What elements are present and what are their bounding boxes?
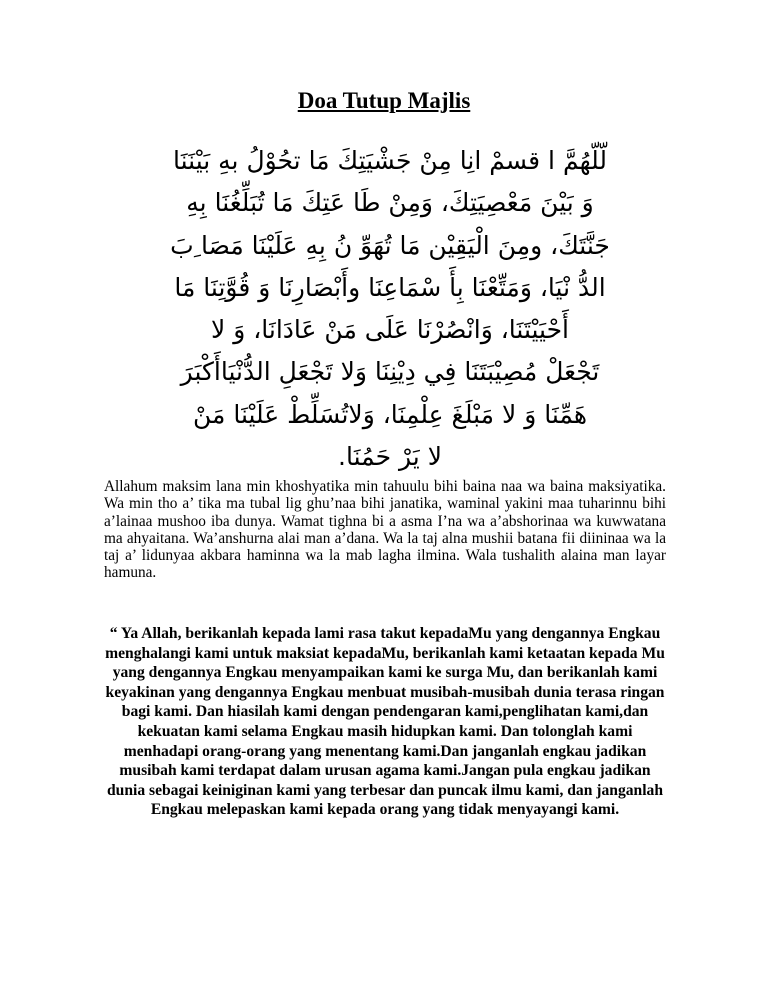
document-title: Doa Tutup Majlis: [297, 88, 471, 113]
arabic-line: الدُّ نْيَا، وَمَتِّعْنَا بِأَ سْمَاعِنَا وأَبْصَارِنَا وَ قُوَّتِنَا مَا: [174, 272, 606, 302]
arabic-line: هَمِّنَا وَ لا مَبْلَغَ عِلْمِنَا، وَلاتُسَلِّطْ عَلَيْنَا مَنْ: [192, 399, 588, 429]
arabic-line: تَجْعَلْ مُصِيْبَتَنَا فِي دِيْنِنَا وَلا تَجْعَلِ الدُّنْيَاأَكْبَرَ: [180, 357, 600, 387]
translation-paragraph: “ Ya Allah, berikanlah kepada lami rasa takut kepadaMu yang dengannya Engkau menghalangi kami untuk maksiat kepadaMu, berikanlah kami ketaatan kepada Mu yang dengannya Engkau menyampaikan kami ke surga Mu, dan berikanlah kami keyakinan yang dengannya Engkau menbuat musibah-musibah dunia terasa ringan bagi kami. Dan hiasilah kami dengan pendengaran kami,penglihatan kami,dan kekuatan kami selama Engkau masih hidupkan kami. Dan tolonglah kami menhadapi orang-orang yang menentang kami.Dan janganlah engkau jadikan musibah kami terdapat dalam urusan agama kami.Jangan pula engkau jadikan dunia sebagai keiniginan kami yang terbesar dan puncak ilmu kami, dan janganlah Engkau melepaskan kami kepada orang yang tidak menyayangi kami.: [105, 625, 665, 819]
arabic-line: جَنَّتَكَ، ومِنَ الْيَقِيْن مَا تُهَوِّ نُ بِهِ عَلَيْنَا مَصَا ِبَ: [170, 230, 610, 260]
arabic-line: لّلّهُمَّ ا قسمْ انِا مِنْ جَشْيَتِكَ مَا تحُوْلُ بهِ بَيْنَنَا: [172, 146, 608, 175]
arabic-line: أَحْيَيْتَنَا، وَانْصُرْنَا عَلَى مَنْ عَادَانَا، وَ لا: [210, 315, 569, 345]
arabic-line: لا يَرْ حَمُنَا.: [338, 442, 442, 472]
arabic-line: وَ بَيْنَ مَعْصِيَتِكَ، وَمِنْ طَا عَتِكَ مَا تُبَلِّغُنَا بِهِ: [186, 188, 594, 218]
arabic-prayer-text: [110, 140, 670, 478]
transliteration-paragraph: Allahum maksim lana min khoshyatika min tahuulu bihi baina naa wa baina maksiyatika. Wa min tho a’ tika ma tubal lig ghu’naa bihi janatika, waminal yakini maa tuharinnu bihi a’lainaa mushoo iba dunya. Wamat tighna bi a asma I’na wa a’abshorinaa wa kuwwatana ma ahyaitana. Wa’anshurna alai man a’dana. Wa la taj alna mushii batana fii diininaa wa la taj a’ lidunyaa akbara haminna wa la mab lagha ilmina. Wala tushalith alaina man layar hamuna.: [104, 478, 666, 582]
